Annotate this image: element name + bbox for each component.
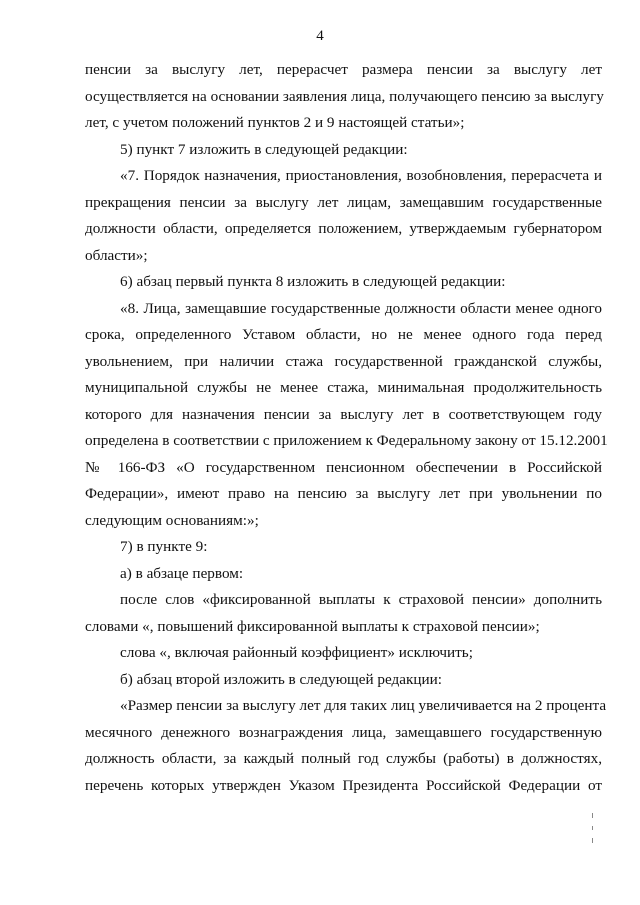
text-line: «8. Лица, замещавшие государственные должности области менее одного bbox=[120, 299, 602, 317]
scan-artifact bbox=[592, 826, 593, 830]
document-body bbox=[85, 57, 608, 799]
scan-artifact bbox=[592, 813, 593, 818]
text-line: «7. Порядок назначения, приостановления, возобновления, перерасчета и bbox=[120, 167, 602, 184]
text-line: 7) в пункте 9: bbox=[120, 538, 208, 555]
text-line: после слов «фиксированной выплаты к страховой пенсии» дополнить bbox=[120, 591, 602, 608]
text-line: а) в абзаце первом: bbox=[120, 564, 244, 582]
text-line: осуществляется на основании заявления лица, получающего пенсию за выслугу bbox=[85, 87, 604, 105]
text-line: увольнением, при наличии стажа государственной гражданской службы, bbox=[85, 352, 602, 370]
text-line: Федерации», имеют право на пенсию за выслугу лет при увольнении по bbox=[85, 485, 602, 502]
text-line: лет, с учетом положений пунктов 2 и 9 настоящей статьи»; bbox=[85, 114, 465, 131]
page-number: 4 bbox=[316, 28, 324, 44]
text-line: муниципальной службы не менее стажа, минимальная продолжительность bbox=[85, 379, 602, 396]
text-line: прекращения пенсии за выслугу лет лицам, замещавшим государственные bbox=[85, 193, 602, 211]
text-line: области»; bbox=[85, 246, 148, 264]
scan-artifact bbox=[592, 838, 593, 843]
text-line: словами «, повышений фиксированной выплаты к страховой пенсии»; bbox=[85, 617, 540, 635]
text-line: пенсии за выслугу лет, перерасчет размера пенсии за выслугу лет bbox=[85, 61, 602, 78]
text-line: должность области, за каждый полный год службы (работы) в должностях, bbox=[85, 750, 602, 767]
text-line: слова «, включая районный коэффициент» исключить; bbox=[120, 644, 473, 661]
text-line: срока, определенного Уставом области, но не менее одного года перед bbox=[85, 326, 602, 343]
text-line: № 166-ФЗ «О государственном пенсионном обеспечении в Российской bbox=[85, 458, 602, 476]
text-line: 6) абзац первый пункта 8 изложить в следующей редакции: bbox=[120, 273, 506, 290]
text-line: 5) пункт 7 изложить в следующей редакции: bbox=[120, 140, 408, 158]
text-line: определена в соответствии с приложением к Федеральному закону от 15.12.2001 bbox=[85, 432, 608, 449]
text-line: «Размер пенсии за выслугу лет для таких лиц увеличивается на 2 процента bbox=[120, 697, 607, 714]
text-line: б) абзац второй изложить в следующей редакции: bbox=[120, 670, 442, 688]
text-line: перечень которых утвержден Указом Президента Российской Федерации от bbox=[85, 776, 602, 794]
text-line: следующим основаниям:»; bbox=[85, 511, 259, 529]
text-line: месячного денежного вознаграждения лица, замещавшего государственную bbox=[85, 723, 602, 741]
text-line: которого для назначения пенсии за выслугу лет в соответствующем году bbox=[85, 405, 602, 423]
text-line: должности области, определяется положением, утверждаемым губернатором bbox=[85, 220, 602, 237]
